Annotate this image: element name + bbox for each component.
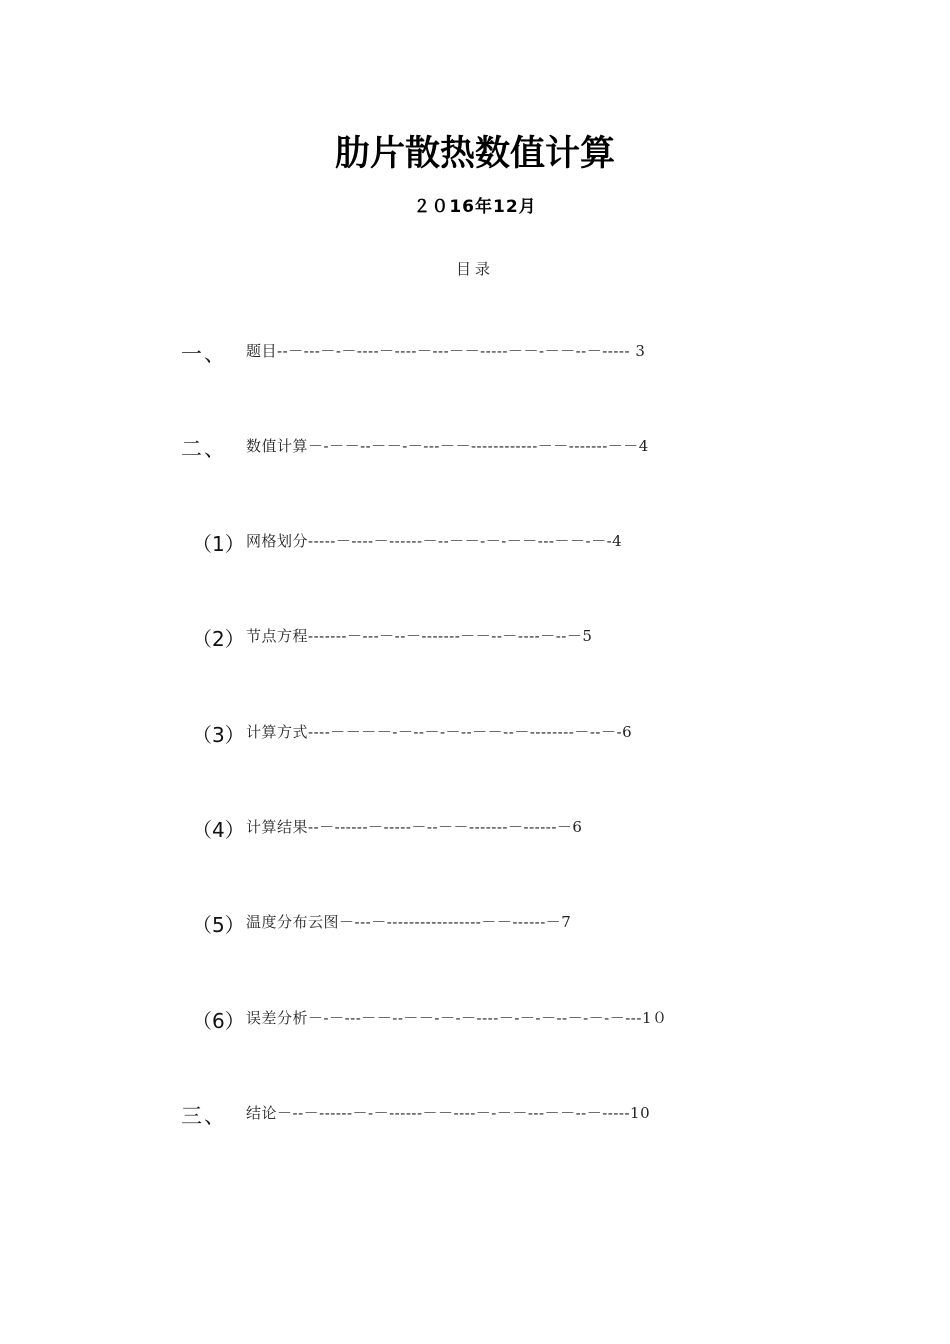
toc-entry-text: 网格划分-----－----－------－--－－-－-－－---－－-－-4 — [246, 532, 623, 550]
toc-entry-text: 结论－--－------－-－------－－----－-－－---－－--－-----10 — [246, 1104, 651, 1122]
toc-entry[interactable] — [0, 338, 950, 368]
toc-entry[interactable] — [0, 1005, 950, 1035]
document-date: ２０16年12月 — [413, 197, 537, 217]
toc-entry[interactable] — [0, 528, 950, 558]
toc-entry[interactable] — [0, 1100, 950, 1130]
toc-entry[interactable] — [0, 719, 950, 749]
toc-entry[interactable] — [0, 433, 950, 463]
toc-entry-number: （5） — [192, 913, 245, 937]
toc-entry[interactable] — [0, 909, 950, 939]
toc-entry-text: 计算方式----－－－－-－--－-－--－－--－--------－--－-6 — [246, 723, 633, 741]
toc-entry-number: （3） — [192, 723, 245, 747]
toc-entry-number: 二、 — [181, 437, 227, 461]
toc-heading: 目录 — [455, 260, 494, 278]
toc-entry-number: （4） — [192, 818, 245, 842]
toc-entry-number: （2） — [192, 627, 245, 651]
toc-entry-number: 一、 — [181, 342, 227, 366]
toc-entry-number: （1） — [192, 532, 245, 556]
toc-entry[interactable] — [0, 623, 950, 653]
toc-entry-text: 数值计算－-－－--－－-－---－－------------－－-------－－4 — [246, 437, 649, 455]
toc-entry-number: （6） — [192, 1009, 245, 1033]
toc-entry-text: 节点方程-------－---－--－-------－－--－----－--－5 — [246, 627, 593, 645]
toc-entry[interactable] — [0, 814, 950, 844]
document-title: 肋片散热数值计算 — [334, 134, 615, 174]
toc-entry-text: 误差分析－-－---－－--－－-－-－----－-－-－--－-－-－---1０ — [246, 1009, 668, 1027]
toc-entry-text: 题目--－---－-－----－----－---－－-----－－-－－--－----- 3 — [246, 342, 646, 360]
toc-entry-number: 三、 — [181, 1104, 227, 1128]
toc-entry-text: 温度分布云图－---－-----------------－－------－7 — [246, 913, 572, 931]
toc-entry-text: 计算结果--－------－-----－--－－-------－------－6 — [246, 818, 583, 836]
